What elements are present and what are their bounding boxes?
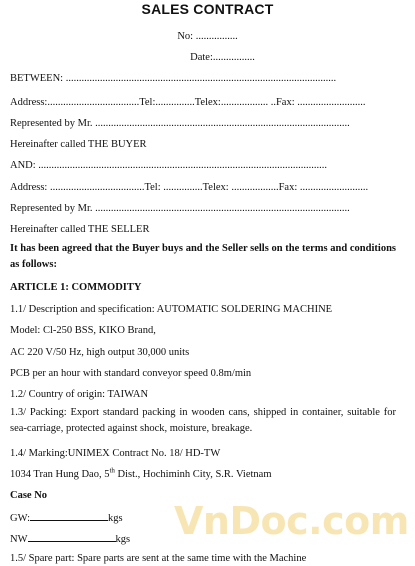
address-superscript: th [109, 466, 115, 475]
nw-label: NW [10, 534, 28, 545]
seller-representative-line: Represented by Mr. ................................................................................................. [10, 203, 350, 214]
case-no-label: Case No [10, 490, 48, 501]
contract-title: SALES CONTRACT [141, 1, 274, 17]
item-1-5: 1.5/ Spare part: Spare parts are sent at the same time with the Machine [10, 553, 307, 564]
item-1-3: 1.3/ Packing: Export standard packing in wooden cans, shipped in container, suitable for sea-carriage, protected against shock, moisture, breakage. [10, 407, 396, 434]
address-text-2: Dist., Hochiminh City, S.R. Vietnam [114, 469, 272, 480]
net-weight-line [10, 532, 130, 546]
watermark-logo: VnDoc.com [174, 499, 409, 543]
nw-blank [28, 532, 116, 542]
gw-label: GW: [10, 513, 31, 524]
pcb-line: PCB per an hour with standard conveyor speed 0.8m/min [10, 368, 252, 379]
address-text-1: 1034 Tran Hung Dao, 5 [10, 469, 110, 480]
contract-date-line: Date:................ [190, 52, 255, 63]
agreement-paragraph: It has been agreed that the Buyer buys and the Seller sells on the terms and conditions as follows: [10, 243, 396, 270]
model-line: Model: Cl-250 BSS, KIKO Brand, [10, 325, 156, 336]
item-1-2: 1.2/ Country of origin: TAIWAN [10, 389, 149, 400]
article-1-heading: ARTICLE 1: COMMODITY [10, 282, 142, 293]
buyer-address-line: Address:...................................Tel:...............Telex:.................. ..Fax: .......................... [10, 97, 366, 108]
nw-unit: kgs [115, 534, 131, 545]
buyer-called-line: Hereinafter called THE BUYER [10, 139, 147, 150]
and-line: AND: .............................................................................................................. [10, 160, 328, 171]
between-line: BETWEEN: ....................................................................................................... [10, 73, 337, 84]
item-1-4: 1.4/ Marking:UNIMEX Contract No. 18/ HD-TW [10, 448, 221, 459]
seller-called-line: Hereinafter called THE SELLER [10, 224, 150, 235]
contract-number-line: No: ................ [177, 31, 238, 42]
gw-blank [30, 511, 108, 521]
item-1-1: 1.1/ Description and specification: AUTOMATIC SOLDERING MACHINE [10, 304, 333, 315]
gross-weight-line [10, 511, 123, 525]
marking-address-line [10, 468, 272, 481]
power-line: AC 220 V/50 Hz, high output 30,000 units [10, 347, 190, 358]
buyer-representative-line: Represented by Mr. ................................................................................................. [10, 118, 350, 129]
seller-address-line: Address: ....................................Tel: ...............Telex: ..................Fax: .......................... [10, 182, 369, 193]
gw-unit: kgs [108, 513, 123, 524]
